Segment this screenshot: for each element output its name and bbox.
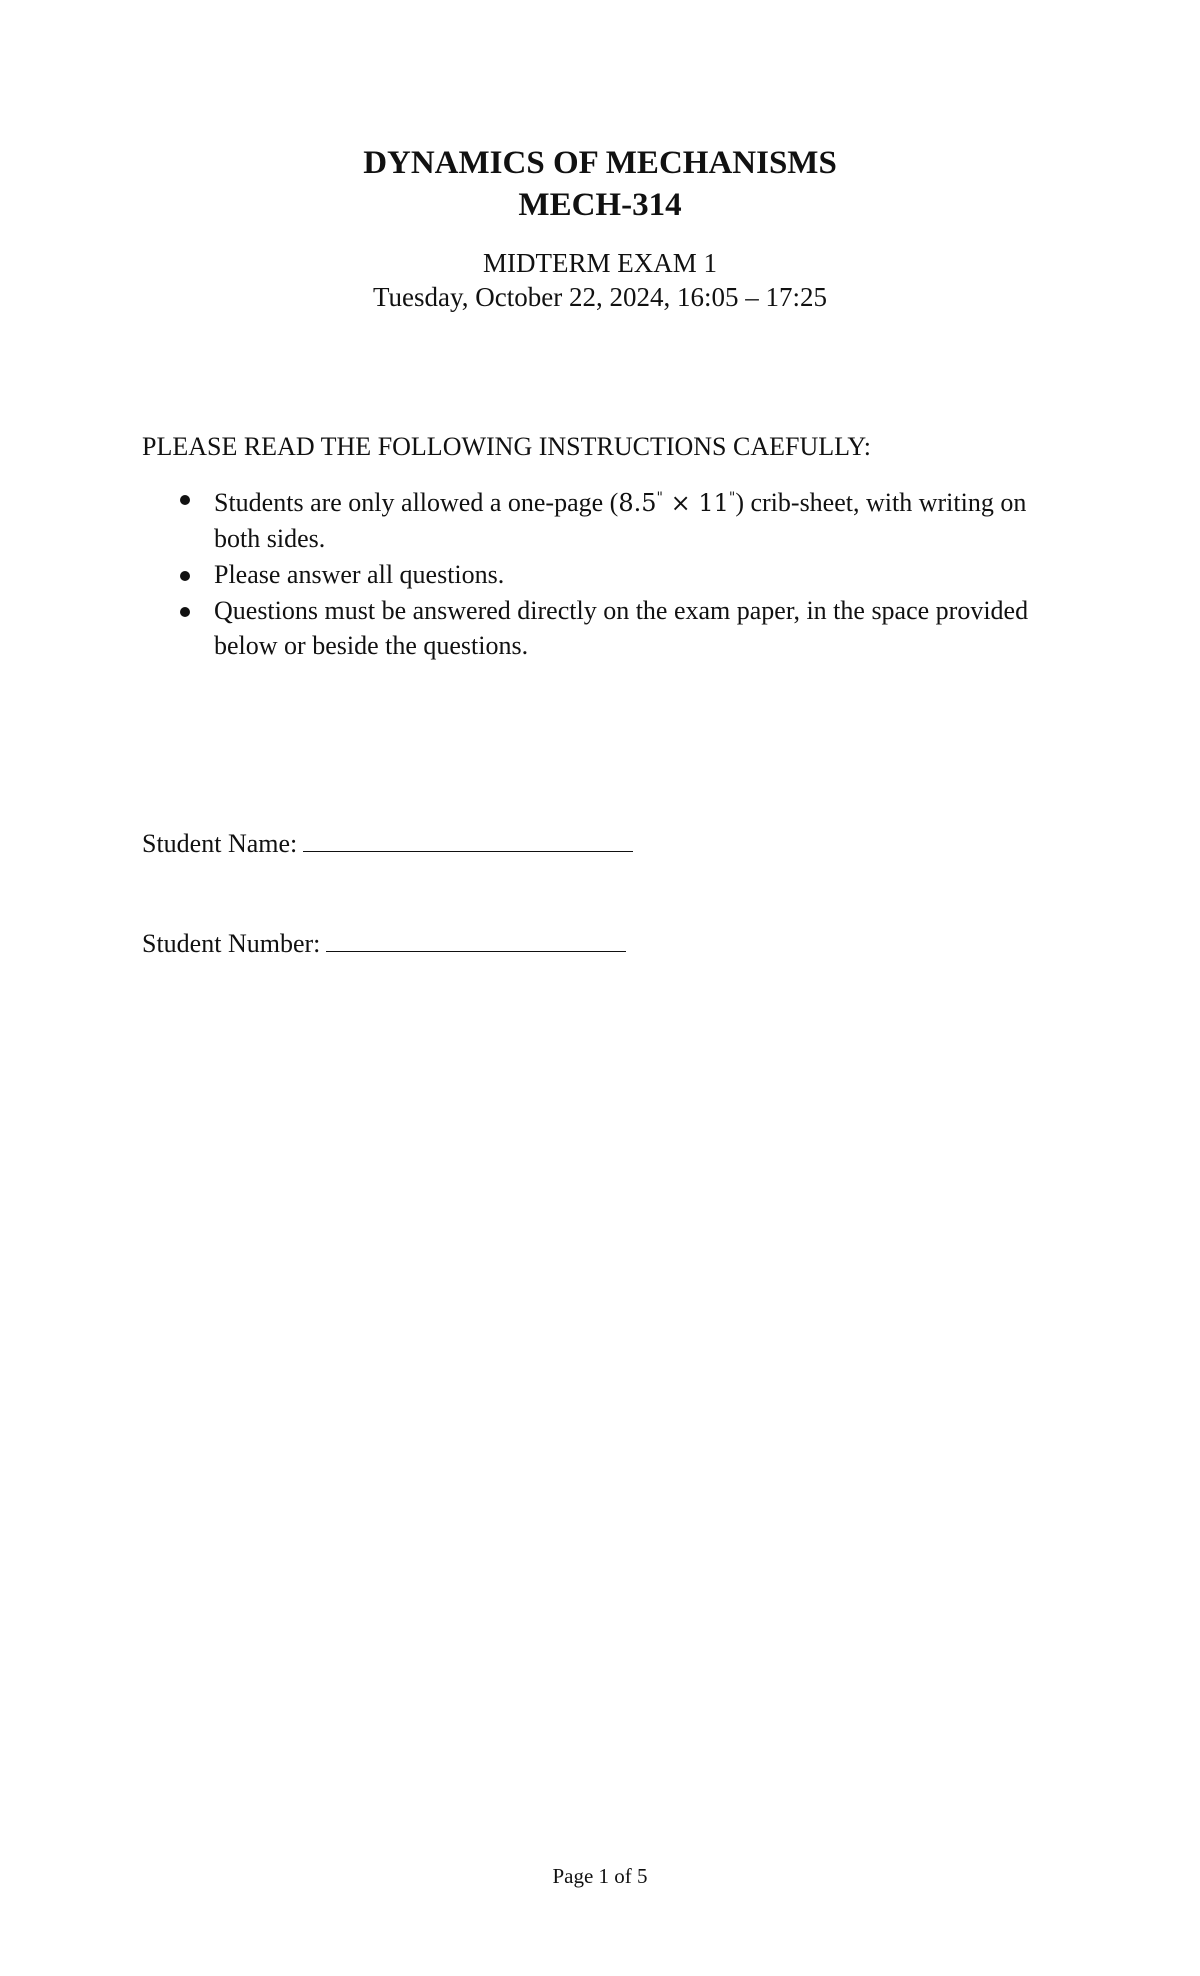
crib-sheet-dimensions: [618, 489, 735, 517]
exam-name: MIDTERM EXAM 1: [483, 248, 717, 278]
inch-mark: ": [728, 490, 736, 506]
bullet-icon: [180, 607, 190, 617]
dimension-height: 11: [698, 489, 729, 517]
page-indicator: Page 1 of 5: [552, 1864, 648, 1888]
instruction-item: [142, 593, 1042, 663]
instruction-text: Questions must be answered directly on the exam paper, in the space provided below or beside the questions.: [214, 596, 1029, 660]
instruction-item: [142, 481, 1042, 556]
instruction-text: Please answer all questions.: [214, 560, 505, 589]
student-name-label: Student Name:: [142, 829, 298, 858]
student-number-blank[interactable]: [326, 925, 626, 952]
student-name-blank[interactable]: [303, 825, 633, 852]
inch-mark: ": [656, 490, 663, 506]
instructions-list: [142, 481, 1042, 664]
instruction-text-after: ) crib-sheet, with writing on both sides.: [214, 488, 1027, 553]
course-code: MECH-314: [518, 187, 682, 223]
student-number-label: Student Number:: [142, 929, 321, 958]
course-title: DYNAMICS OF MECHANISMS: [363, 145, 837, 181]
instructions-heading: PLEASE READ THE FOLLOWING INSTRUCTIONS CAEFULLY:: [142, 432, 872, 461]
student-name-row: [142, 825, 633, 861]
instruction-text-before: Students are only allowed a one-page (: [214, 488, 619, 517]
exam-date: Tuesday, October 22, 2024, 16:05 – 17:25: [373, 282, 827, 312]
dimension-width: 8.5: [618, 489, 657, 517]
bullet-icon: [180, 571, 190, 581]
instruction-item: [142, 557, 1042, 592]
bullet-icon: [180, 495, 190, 505]
times-symbol: ×: [670, 489, 691, 517]
student-number-row: [142, 925, 626, 961]
